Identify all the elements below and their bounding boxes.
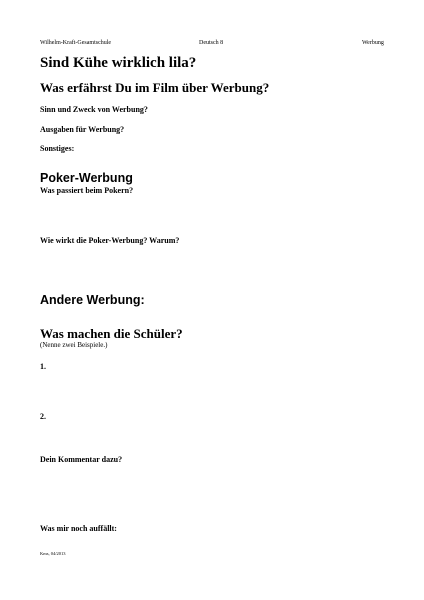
question-misc: Sonstiges: — [40, 144, 75, 153]
header-subject: Deutsch 8 — [199, 40, 224, 46]
question-noticed: Was mir noch auffällt: — [40, 524, 117, 533]
question-poker-happens: Was passiert beim Pokern? — [40, 186, 134, 195]
students-section-note: (Nenne zwei Beispiele.) — [40, 341, 108, 349]
page-title: Sind Kühe wirklich lila? — [40, 55, 197, 71]
other-advertising-heading: Andere Werbung: — [40, 293, 145, 307]
question-comment: Dein Kommentar dazu? — [40, 455, 123, 464]
question-purpose: Sinn und Zweck von Werbung? — [40, 105, 148, 114]
film-section-heading: Was erfährst Du im Film über Werbung? — [40, 80, 270, 95]
header-school: Wilhelm-Kraft-Gesamtschule — [40, 40, 112, 46]
answer-item-1: 1. — [40, 362, 46, 371]
question-spending: Ausgaben für Werbung? — [40, 125, 125, 134]
students-section-heading: Was machen die Schüler? — [40, 326, 183, 341]
footer-author-date: Kms, 04/2013 — [40, 551, 66, 556]
poker-section-heading: Poker-Werbung — [40, 171, 133, 185]
answer-item-2: 2. — [40, 412, 46, 421]
question-poker-effect: Wie wirkt die Poker-Werbung? Warum? — [40, 236, 180, 245]
header-topic: Werbung — [362, 40, 384, 46]
